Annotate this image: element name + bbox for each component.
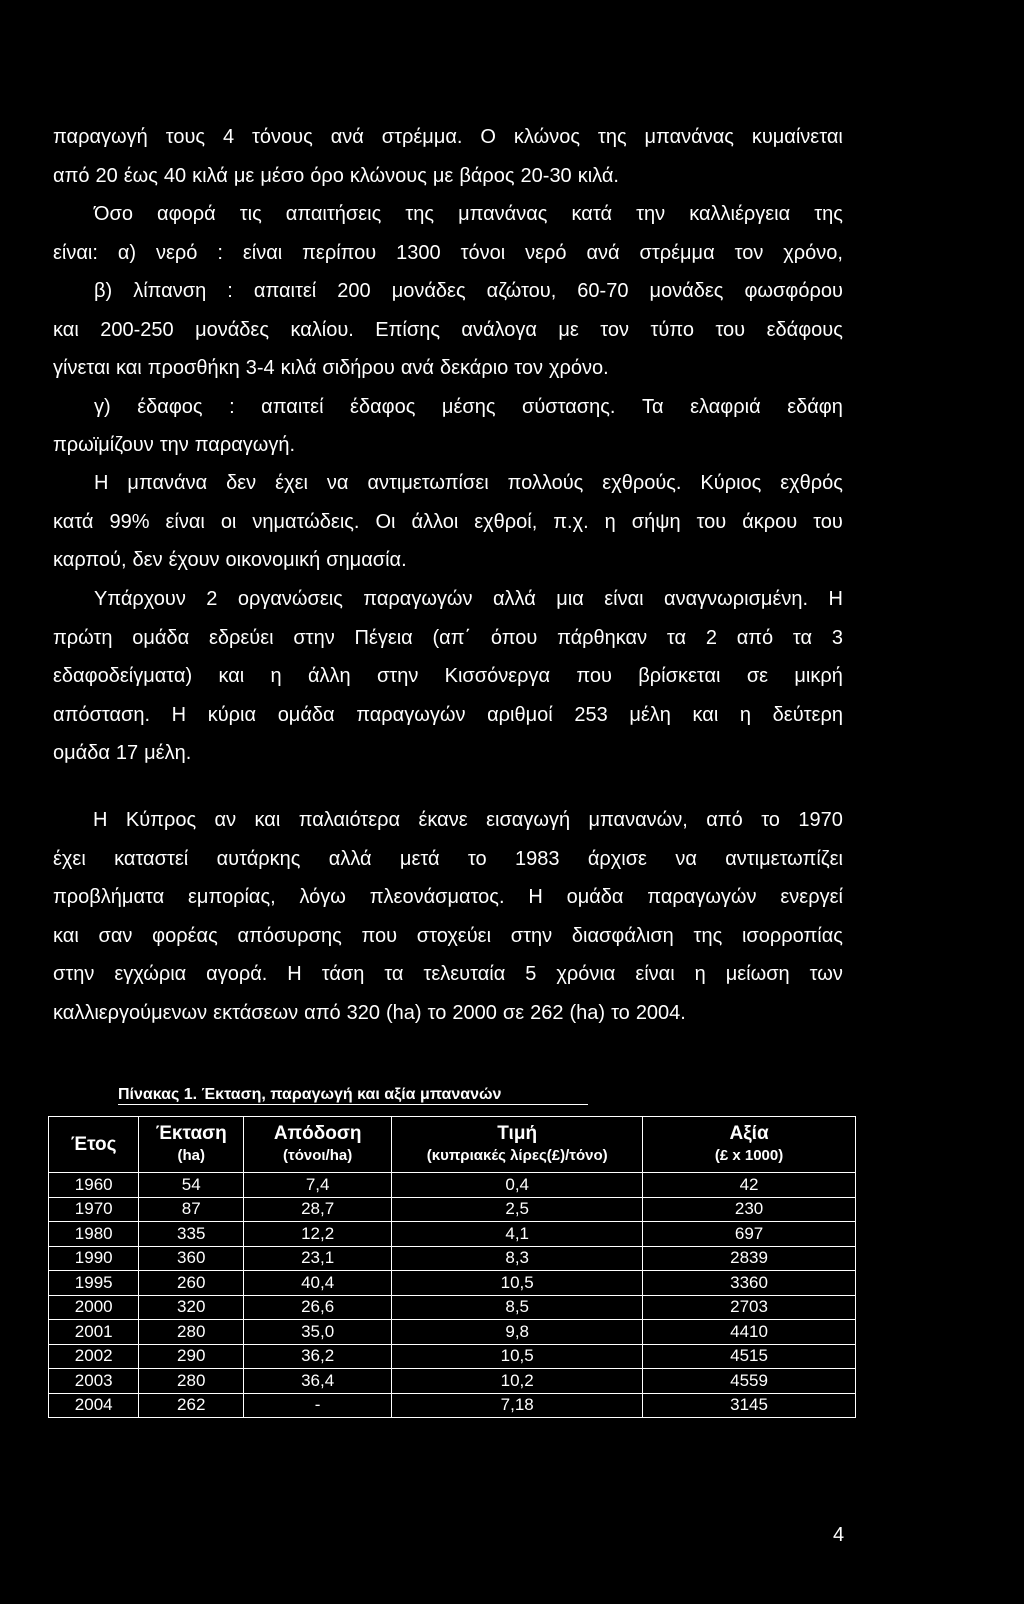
- text-line: πρωϊμίζουν την παραγωγή.: [53, 434, 296, 456]
- table-cell: 2003: [49, 1369, 139, 1394]
- text-line: Υπάρχουν 2 οργανώσεις παραγωγών αλλά μια είναι αναγνωρισμένη. Η: [94, 588, 843, 610]
- header-value: Αξία (£ x 1000): [643, 1117, 856, 1173]
- text-line: Όσο αφορά τις απαιτήσεις της μπανάνας κατά την καλλιέργεια της: [94, 203, 843, 225]
- table-cell: 2,5: [392, 1197, 643, 1222]
- paragraph-3: [53, 464, 843, 580]
- table-row: [49, 1369, 856, 1394]
- table-cell: 36,2: [244, 1344, 392, 1369]
- table-row: [49, 1295, 856, 1320]
- table-cell: 36,4: [244, 1369, 392, 1394]
- table-cell: 697: [643, 1222, 856, 1247]
- caption-underline: [118, 1104, 588, 1105]
- table-row: [49, 1344, 856, 1369]
- text-line: είναι: α) νερό : είναι περίπου 1300 τόνοι νερό ανά στρέμμα τον χρόνο,: [53, 241, 843, 264]
- table-cell: 28,7: [244, 1197, 392, 1222]
- paragraph-4: [53, 580, 843, 773]
- table-cell: 8,3: [392, 1246, 643, 1271]
- table-header-row: [49, 1117, 856, 1173]
- table-cell: 8,5: [392, 1295, 643, 1320]
- table-cell: 2001: [49, 1320, 139, 1345]
- page-number: 4: [833, 1524, 845, 1546]
- text-line: και σαν φορέας απόσυρσης που στοχεύει στην διασφάλιση της ισορροπίας: [53, 924, 843, 947]
- text-line: πρώτη ομάδα εδρεύει στην Πέγεια (απ΄ όπου πάρθηκαν τα 2 από τα 3: [53, 626, 843, 649]
- paragraph-5: [53, 801, 843, 1032]
- table-cell: 1980: [49, 1222, 139, 1247]
- table-cell: 4410: [643, 1320, 856, 1345]
- table-caption: Πίνακας 1. Έκταση, παραγωγή και αξία μπανανών: [118, 1086, 502, 1103]
- table-cell: 1995: [49, 1271, 139, 1296]
- text-line: παραγωγή τους 4 τόνους ανά στρέμμα. Ο κλώνος της μπανάνας κυμαίνεται: [53, 126, 843, 148]
- table-row: [49, 1246, 856, 1271]
- table-cell: 335: [139, 1222, 244, 1247]
- table-cell: 4559: [643, 1369, 856, 1394]
- text-line: από 20 έως 40 κιλά με μέσο όρο κλώνους με βάρος 20-30 κιλά.: [53, 164, 619, 187]
- table-row: [49, 1271, 856, 1296]
- table-cell: 9,8: [392, 1320, 643, 1345]
- data-table: [48, 1116, 856, 1418]
- table-cell: 320: [139, 1295, 244, 1320]
- table-cell: 54: [139, 1173, 244, 1198]
- header-price: Τιμή (κυπριακές λίρες(£)/τόνο): [392, 1117, 643, 1173]
- table-cell: -: [244, 1393, 392, 1418]
- text-line: Η μπανάνα δεν έχει να αντιμετωπίσει πολλούς εχθρούς. Κύριος εχθρός: [94, 472, 843, 494]
- table-cell: 1970: [49, 1197, 139, 1222]
- text-line: κατά 99% είναι οι νηματώδεις. Οι άλλοι εχθροί, π.χ. η σήψη του άκρου του: [53, 510, 843, 533]
- table-cell: 280: [139, 1320, 244, 1345]
- text-line: στην εγχώρια αγορά. Η τάση τα τελευταία 5 χρόνια είναι η μείωση των: [53, 963, 843, 985]
- table-cell: 7,18: [392, 1393, 643, 1418]
- table-cell: 26,6: [244, 1295, 392, 1320]
- text-line: γίνεται και προσθήκη 3-4 κιλά σιδήρου ανά δεκάριο τον χρόνο.: [53, 357, 609, 379]
- table-cell: 2000: [49, 1295, 139, 1320]
- table-row: [49, 1173, 856, 1198]
- text-line: καλλιεργούμενων εκτάσεων από 320 (ha) το 2000 σε 262 (ha) το 2004.: [53, 1001, 686, 1024]
- table-cell: 4515: [643, 1344, 856, 1369]
- table-cell: 290: [139, 1344, 244, 1369]
- table-cell: 87: [139, 1197, 244, 1222]
- table-cell: 4,1: [392, 1222, 643, 1247]
- text-line: και 200-250 μονάδες καλίου. Επίσης ανάλογα με τον τύπο του εδάφους: [53, 318, 843, 341]
- paragraph-2: [53, 195, 843, 465]
- text-line: απόσταση. Η κύρια ομάδα παραγωγών αριθμοί 253 μέλη και η δεύτερη: [53, 703, 843, 726]
- table-row: [49, 1320, 856, 1345]
- text-line: έχει καταστεί αυτάρκης αλλά μετά το 1983 άρχισε να αντιμετωπίζει: [53, 847, 843, 870]
- table-cell: 7,4: [244, 1173, 392, 1198]
- text-line: β) λίπανση : απαιτεί 200 μονάδες αζώτου, 60-70 μονάδες φωσφόρου: [94, 280, 843, 302]
- table-cell: 10,5: [392, 1344, 643, 1369]
- header-year: Έτος: [49, 1117, 139, 1173]
- table-row: [49, 1197, 856, 1222]
- table-cell: 262: [139, 1393, 244, 1418]
- table-cell: 10,2: [392, 1369, 643, 1394]
- table-cell: 23,1: [244, 1246, 392, 1271]
- text-line: ομάδα 17 μέλη.: [53, 742, 192, 764]
- table-cell: 10,5: [392, 1271, 643, 1296]
- table-cell: 35,0: [244, 1320, 392, 1345]
- table-cell: 360: [139, 1246, 244, 1271]
- table-cell: 2703: [643, 1295, 856, 1320]
- table-row: [49, 1222, 856, 1247]
- table-cell: 280: [139, 1369, 244, 1394]
- table-row: [49, 1393, 856, 1418]
- table-cell: 2004: [49, 1393, 139, 1418]
- text-line: γ) έδαφος : απαιτεί έδαφος μέσης σύστασης. Τα ελαφριά εδάφη: [94, 395, 843, 418]
- table-cell: 12,2: [244, 1222, 392, 1247]
- table-cell: 1990: [49, 1246, 139, 1271]
- paragraph-1: [53, 118, 843, 195]
- text-line: Η Κύπρος αν και παλαιότερα έκανε εισαγωγή μπανανών, από το 1970: [93, 809, 843, 831]
- table-cell: 3360: [643, 1271, 856, 1296]
- table-cell: 2002: [49, 1344, 139, 1369]
- table-cell: 40,4: [244, 1271, 392, 1296]
- table-cell: 3145: [643, 1393, 856, 1418]
- text-line: καρπού, δεν έχουν οικονομική σημασία.: [53, 549, 407, 571]
- text-line: προβλήματα εμπορίας, λόγω πλεονάσματος. Η ομάδα παραγωγών ενεργεί: [53, 886, 843, 908]
- table-cell: 42: [643, 1173, 856, 1198]
- table-cell: 260: [139, 1271, 244, 1296]
- header-area: Έκταση (ha): [139, 1117, 244, 1173]
- table-cell: 230: [643, 1197, 856, 1222]
- table-body: [49, 1173, 856, 1418]
- table-cell: 0,4: [392, 1173, 643, 1198]
- table-cell: 1960: [49, 1173, 139, 1198]
- header-yield: Απόδοση (τόνοι/ha): [244, 1117, 392, 1173]
- text-line: εδαφοδείγματα) και η άλλη στην Κισσόνεργα που βρίσκεται σε μικρή: [53, 665, 843, 687]
- table-cell: 2839: [643, 1246, 856, 1271]
